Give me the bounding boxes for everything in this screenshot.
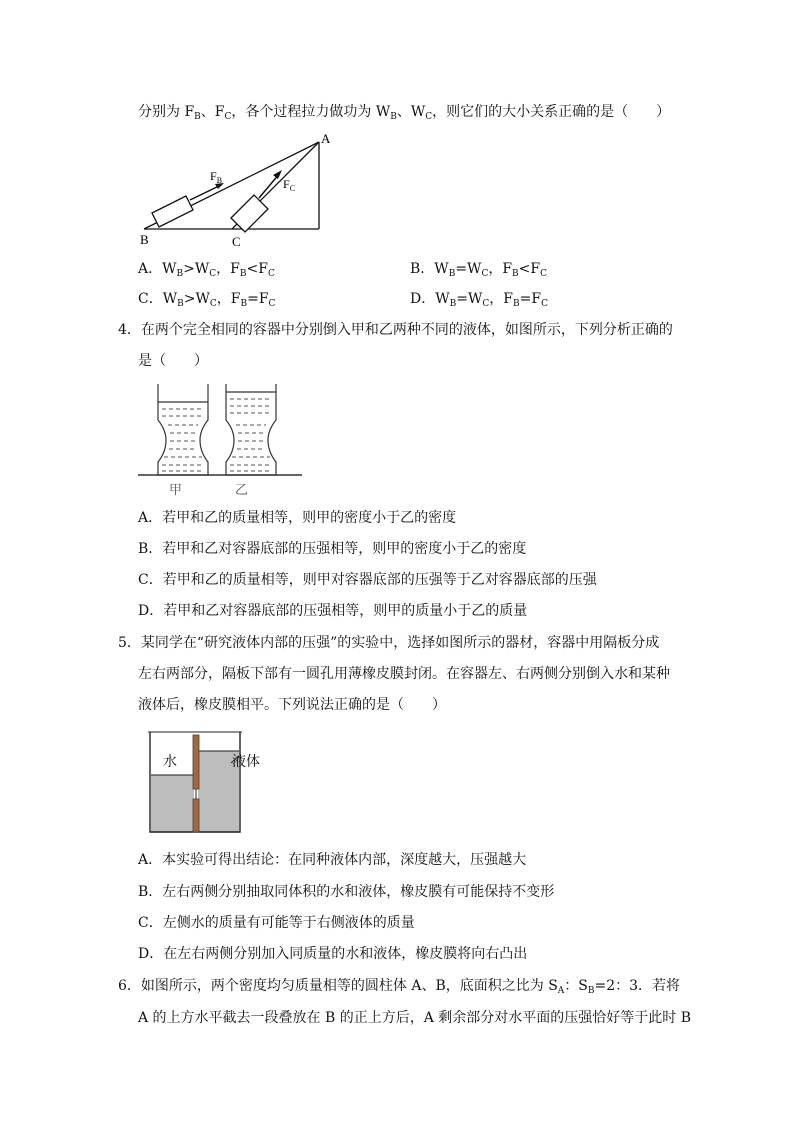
q5-option-d[interactable]: D．在左右两侧分别加入同质量的水和液体，橡皮膜将向右凸出 [138,946,528,962]
q3-option-a[interactable]: A．$W_B>W_C$，$F_B<F_C$ [138,261,275,279]
label-a: A [321,131,331,146]
label-b: B [140,232,149,247]
q4-option-a[interactable]: A．若甲和乙的质量相等，则甲的密度小于乙的密度 [138,510,457,526]
q5-stem-line3: 液体后，橡皮膜相平。下列说法正确的是（ ） [138,697,446,713]
block-on-c-slope [231,195,268,232]
q5-stem-line2: 左右两部分，隔板下部有一圆孔用薄橡皮膜封闭。在容器左、右两侧分别倒入水和某种 [138,666,670,682]
label-fc: $F_C$ [283,177,296,193]
label-yi: 乙 [235,483,249,498]
q3-incline-figure [130,128,340,250]
liquid-yi-hatch [230,399,272,471]
q3-stem: 分别为 $F_B$、$F_C$，各个过程拉力做功为 $W_B$、$W_C$，则它们的大小关系正确的是（ ） [138,104,671,122]
q4-option-b[interactable]: B．若甲和乙对容器底部的压强相等，则甲的密度小于乙的密度 [138,541,527,557]
q4-option-c[interactable]: C．若甲和乙的质量相等，则甲对容器底部的压强等于乙对容器底部的压强 [138,572,597,588]
q6-stem-line2: A 的上方水平截去一段叠放在 B 的正上方后，A 剩余部分对水平面的压强恰好等于此时 B [138,1010,692,1026]
container-yi [226,384,276,475]
q4-stem-line1: 4．在两个完全相同的容器中分别倒入甲和乙两种不同的液体，如图所示，下列分析正确的 [118,322,673,338]
q4-option-d[interactable]: D．若甲和乙对容器底部的压强相等，则甲的质量小于乙的质量 [138,603,528,619]
q4-stem-line2: 是（ ） [138,353,208,369]
q5-stem-line1: 5．某同学在“研究液体内部的压强”的实验中，选择如图所示的器材，容器中用隔板分成 [118,635,660,651]
partition-lower [193,799,199,832]
q5-option-b[interactable]: B．左右两侧分别抽取同体积的水和液体，橡皮膜有可能保持不变形 [138,884,555,900]
q5-partition-container-figure [146,728,276,836]
label-c: C [232,234,241,249]
container-jia [158,384,208,475]
label-water: 水 [163,754,177,770]
label-jia: 甲 [169,483,183,498]
q3-option-b[interactable]: B．$W_B=W_C$，$F_B<F_C$ [410,261,548,279]
liquid-jia-hatch [162,409,204,471]
block-on-b-slope [152,196,193,227]
label-fb: $F_B$ [210,169,223,185]
q3-option-c[interactable]: C．$W_B>W_C$，$F_B=F_C$ [138,291,276,309]
q5-option-a[interactable]: A．本实验可得出结论：在同种液体内部，深度越大，压强越大 [138,852,527,868]
water-fill [151,775,194,832]
q4-containers-figure [136,382,306,500]
q3-option-d[interactable]: D．$W_B=W_C$，$F_B=F_C$ [410,291,548,309]
arrow-fc [273,170,282,179]
partition-upper [193,735,199,789]
q6-stem-line1: 6．如图所示，两个密度均匀质量相等的圆柱体 A、B，底面积之比为 $S_A$：$S_B=2$：3．若将 [118,978,681,996]
q5-option-c[interactable]: C．左侧水的质量有可能等于右侧液体的质量 [138,915,415,931]
label-liquid: 液体 [232,754,260,770]
